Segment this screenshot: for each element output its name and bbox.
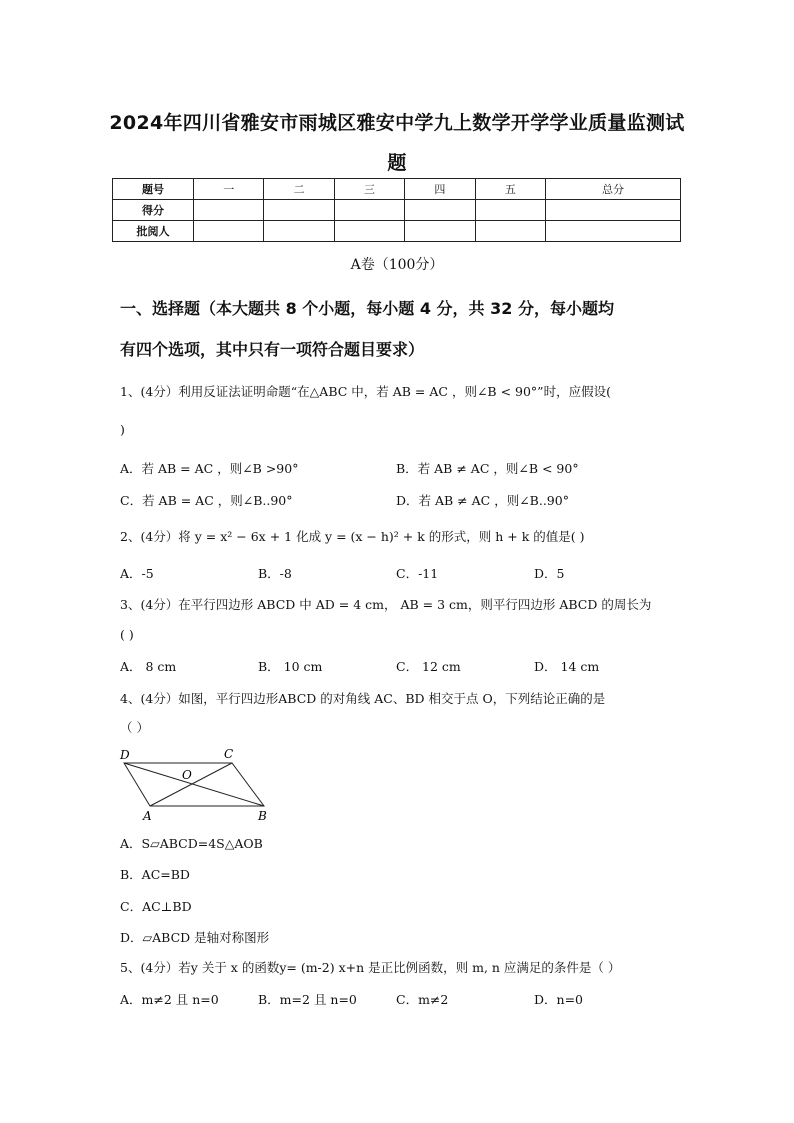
label-a: A: [143, 809, 152, 823]
score-cell[interactable]: [334, 221, 404, 242]
q3-stem: 3、(4分）在平行四边形 ABCD 中 AD = 4 cm， AB = 3 cm，则平行四边形 ABCD 的周长为: [120, 597, 652, 612]
score-cell[interactable]: [194, 221, 264, 242]
score-cell[interactable]: [334, 200, 404, 221]
q5-option-a[interactable]: A．m≠2 且 n=0: [120, 992, 219, 1007]
q4-option-d[interactable]: D．▱ABCD 是轴对称图形: [120, 930, 270, 945]
score-cell[interactable]: [264, 200, 334, 221]
score-cell[interactable]: [546, 200, 681, 221]
diagonal-bd: [124, 763, 264, 806]
q5-option-b[interactable]: B．m=2 且 n=0: [258, 992, 357, 1007]
score-header-cell: 二: [264, 179, 334, 200]
score-header-cell: 三: [334, 179, 404, 200]
label-c: C: [224, 747, 234, 761]
score-cell[interactable]: [194, 200, 264, 221]
q3-option-d[interactable]: D． 14 cm: [534, 659, 600, 674]
score-row-label: 得分: [113, 200, 194, 221]
label-b: B: [258, 809, 267, 823]
q4-option-a[interactable]: A．S▱ABCD=4S△AOB: [120, 836, 263, 851]
q1-option-c[interactable]: C．若 AB = AC ，则∠B..90°: [120, 493, 293, 508]
score-row-label: 批阅人: [113, 221, 194, 242]
q4-stem: 4、(4分）如图，平行四边形ABCD 的对角线 AC、BD 相交于点 O，下列结论正确的是: [120, 691, 606, 706]
q4-option-c[interactable]: C．AC⊥BD: [120, 899, 192, 914]
score-table-header-row: [113, 179, 681, 200]
q4-stem-cont: （ ）: [120, 720, 149, 735]
score-header-cell: 四: [405, 179, 475, 200]
q5-option-d[interactable]: D．n=0: [534, 992, 583, 1007]
q3-option-b[interactable]: B． 10 cm: [258, 659, 323, 674]
score-header-cell: 五: [475, 179, 545, 200]
section1-heading-line2: 有四个选项，其中只有一项符合题目要求）: [120, 340, 425, 359]
score-table-row: [113, 200, 681, 221]
score-cell[interactable]: [475, 200, 545, 221]
q1-stem-cont: ): [120, 422, 125, 437]
score-cell[interactable]: [405, 221, 475, 242]
score-cell[interactable]: [264, 221, 334, 242]
q1-option-b[interactable]: B．若 AB ≠ AC ，则∠B < 90°: [396, 461, 579, 476]
q4-option-b[interactable]: B．AC=BD: [120, 867, 190, 882]
q1-stem: 1、(4分）利用反证法证明命题“在△ABC 中，若 AB = AC ，则∠B < 90°”时，应假设(: [120, 384, 611, 399]
q1-option-a[interactable]: A．若 AB = AC ，则∠B >90°: [120, 461, 299, 476]
q1-option-d[interactable]: D．若 AB ≠ AC ，则∠B..90°: [396, 493, 569, 508]
q2-option-a[interactable]: A．-5: [120, 566, 154, 581]
score-cell[interactable]: [405, 200, 475, 221]
score-table: [112, 178, 681, 242]
score-header-cell: 总分: [546, 179, 681, 200]
q2-stem: 2、(4分）将 y = x² − 6x + 1 化成 y = (x − h)² + k 的形式，则 h + k 的值是( ): [120, 529, 585, 544]
label-d: D: [120, 748, 130, 762]
score-header-cell: 题号: [113, 179, 194, 200]
q5-option-c[interactable]: C．m≠2: [396, 992, 449, 1007]
q5-stem: 5、(4分）若y 关于 x 的函数y= (m-2) x+n 是正比例函数，则 m, n 应满足的条件是（ ）: [120, 960, 621, 975]
section1-heading-line1: 一、选择题（本大题共 8 个小题，每小题 4 分，共 32 分，每小题均: [120, 299, 614, 318]
score-cell[interactable]: [546, 221, 681, 242]
score-table-row: [113, 221, 681, 242]
q3-option-c[interactable]: C． 12 cm: [396, 659, 461, 674]
score-header-cell: 一: [194, 179, 264, 200]
q3-option-a[interactable]: A． 8 cm: [120, 659, 177, 674]
exam-title-line2: 题: [387, 152, 407, 174]
parallelogram-figure: [116, 744, 276, 826]
score-cell[interactable]: [475, 221, 545, 242]
part-a-heading: A卷（100分）: [350, 257, 444, 273]
label-o: O: [182, 768, 192, 782]
exam-title-line1: 2024年四川省雅安市雨城区雅安中学九上数学开学学业质量监测试: [109, 112, 685, 134]
q2-option-b[interactable]: B．-8: [258, 566, 292, 581]
q2-option-c[interactable]: C．-11: [396, 566, 439, 581]
q2-option-d[interactable]: D．5: [534, 566, 565, 581]
q3-stem-cont: ( ): [120, 627, 134, 642]
